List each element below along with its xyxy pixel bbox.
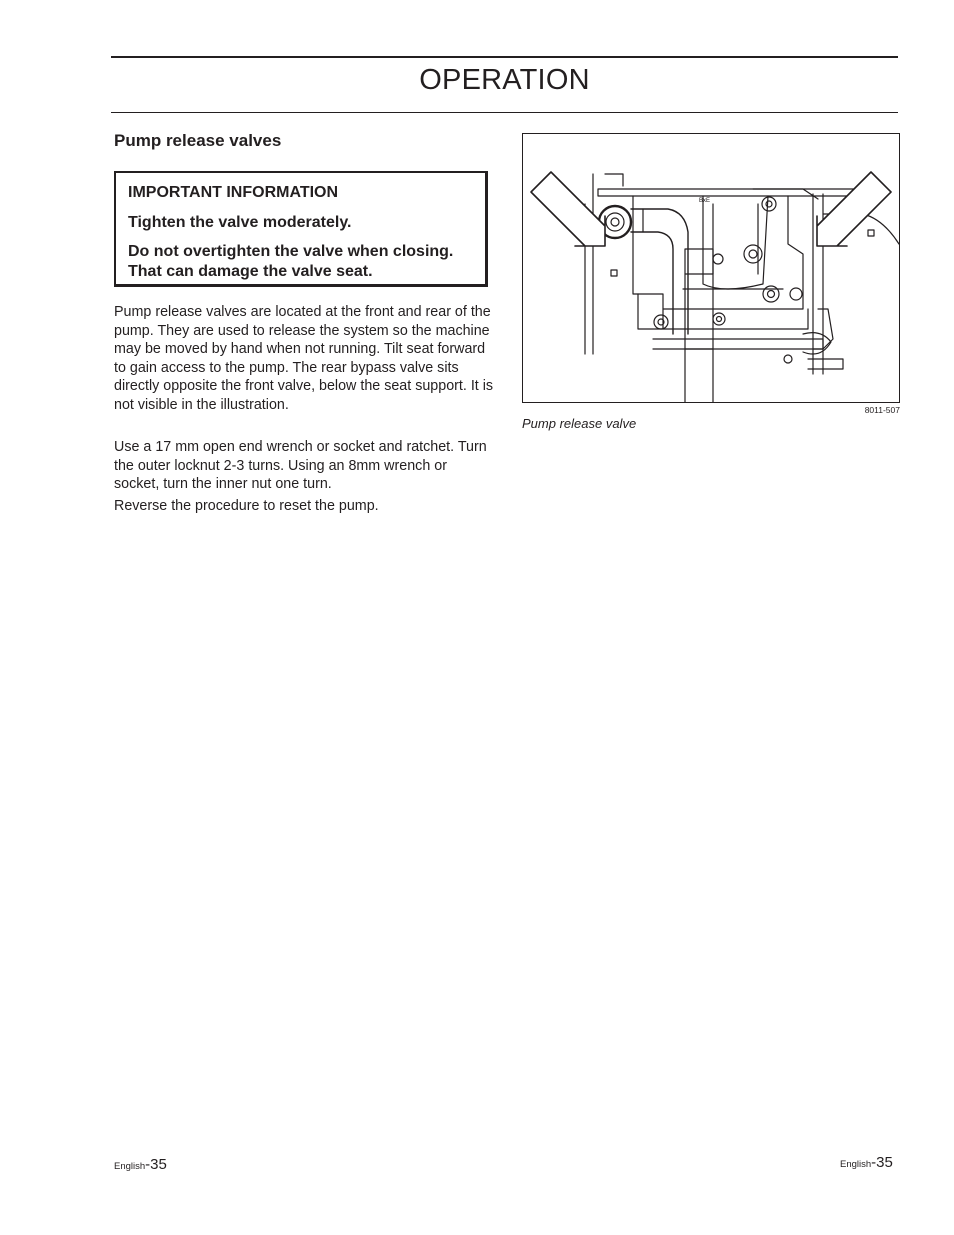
notice-title: IMPORTANT INFORMATION <box>128 184 339 201</box>
svg-text:BxE: BxE <box>699 198 711 204</box>
section-heading: Pump release valves <box>114 131 282 150</box>
footer-left-language: English <box>114 1161 146 1172</box>
figure-caption: Pump release valve <box>522 416 637 431</box>
arrow-right-icon <box>817 172 891 246</box>
footer-page-left <box>114 1155 167 1177</box>
footer-right-number: -35 <box>871 1154 893 1171</box>
body-paragraph-2: Use a 17 mm open end wrench or socket and ratchet. Turn the outer locknut 2-3 turns. Using an 8mm wrench or socket, turn the inner nut one turn. <box>114 439 487 493</box>
footer-right-language: English <box>840 1159 872 1170</box>
important-information-box <box>114 171 488 287</box>
pump-illustration <box>523 134 899 402</box>
arrow-left-icon <box>531 172 605 246</box>
header-rule-bottom <box>111 112 898 113</box>
notice-line-1: Tighten the valve moderately. <box>128 214 352 231</box>
body-paragraph-1: Pump release valves are located at the front and rear of the pump. They are used to release the system so the machine may be moved by hand when not running. Tilt seat forward to gain access to the pump. The rear bypass valve sits directly opposite the front valve, below the seat support. It is not visible in the illustration. <box>114 304 494 413</box>
body-paragraph-3: Reverse the procedure to reset the pump. <box>114 498 379 514</box>
header-rule-top <box>111 56 898 58</box>
footer-left-number: -35 <box>145 1156 167 1173</box>
page-title: OPERATION <box>419 64 590 96</box>
notice-line-2: Do not overtighten the valve when closing. That can damage the valve seat. <box>128 243 454 280</box>
pump-illustration-figure <box>522 133 900 403</box>
footer-page-right <box>840 1153 893 1175</box>
figure-code: 8011-507 <box>864 405 900 415</box>
